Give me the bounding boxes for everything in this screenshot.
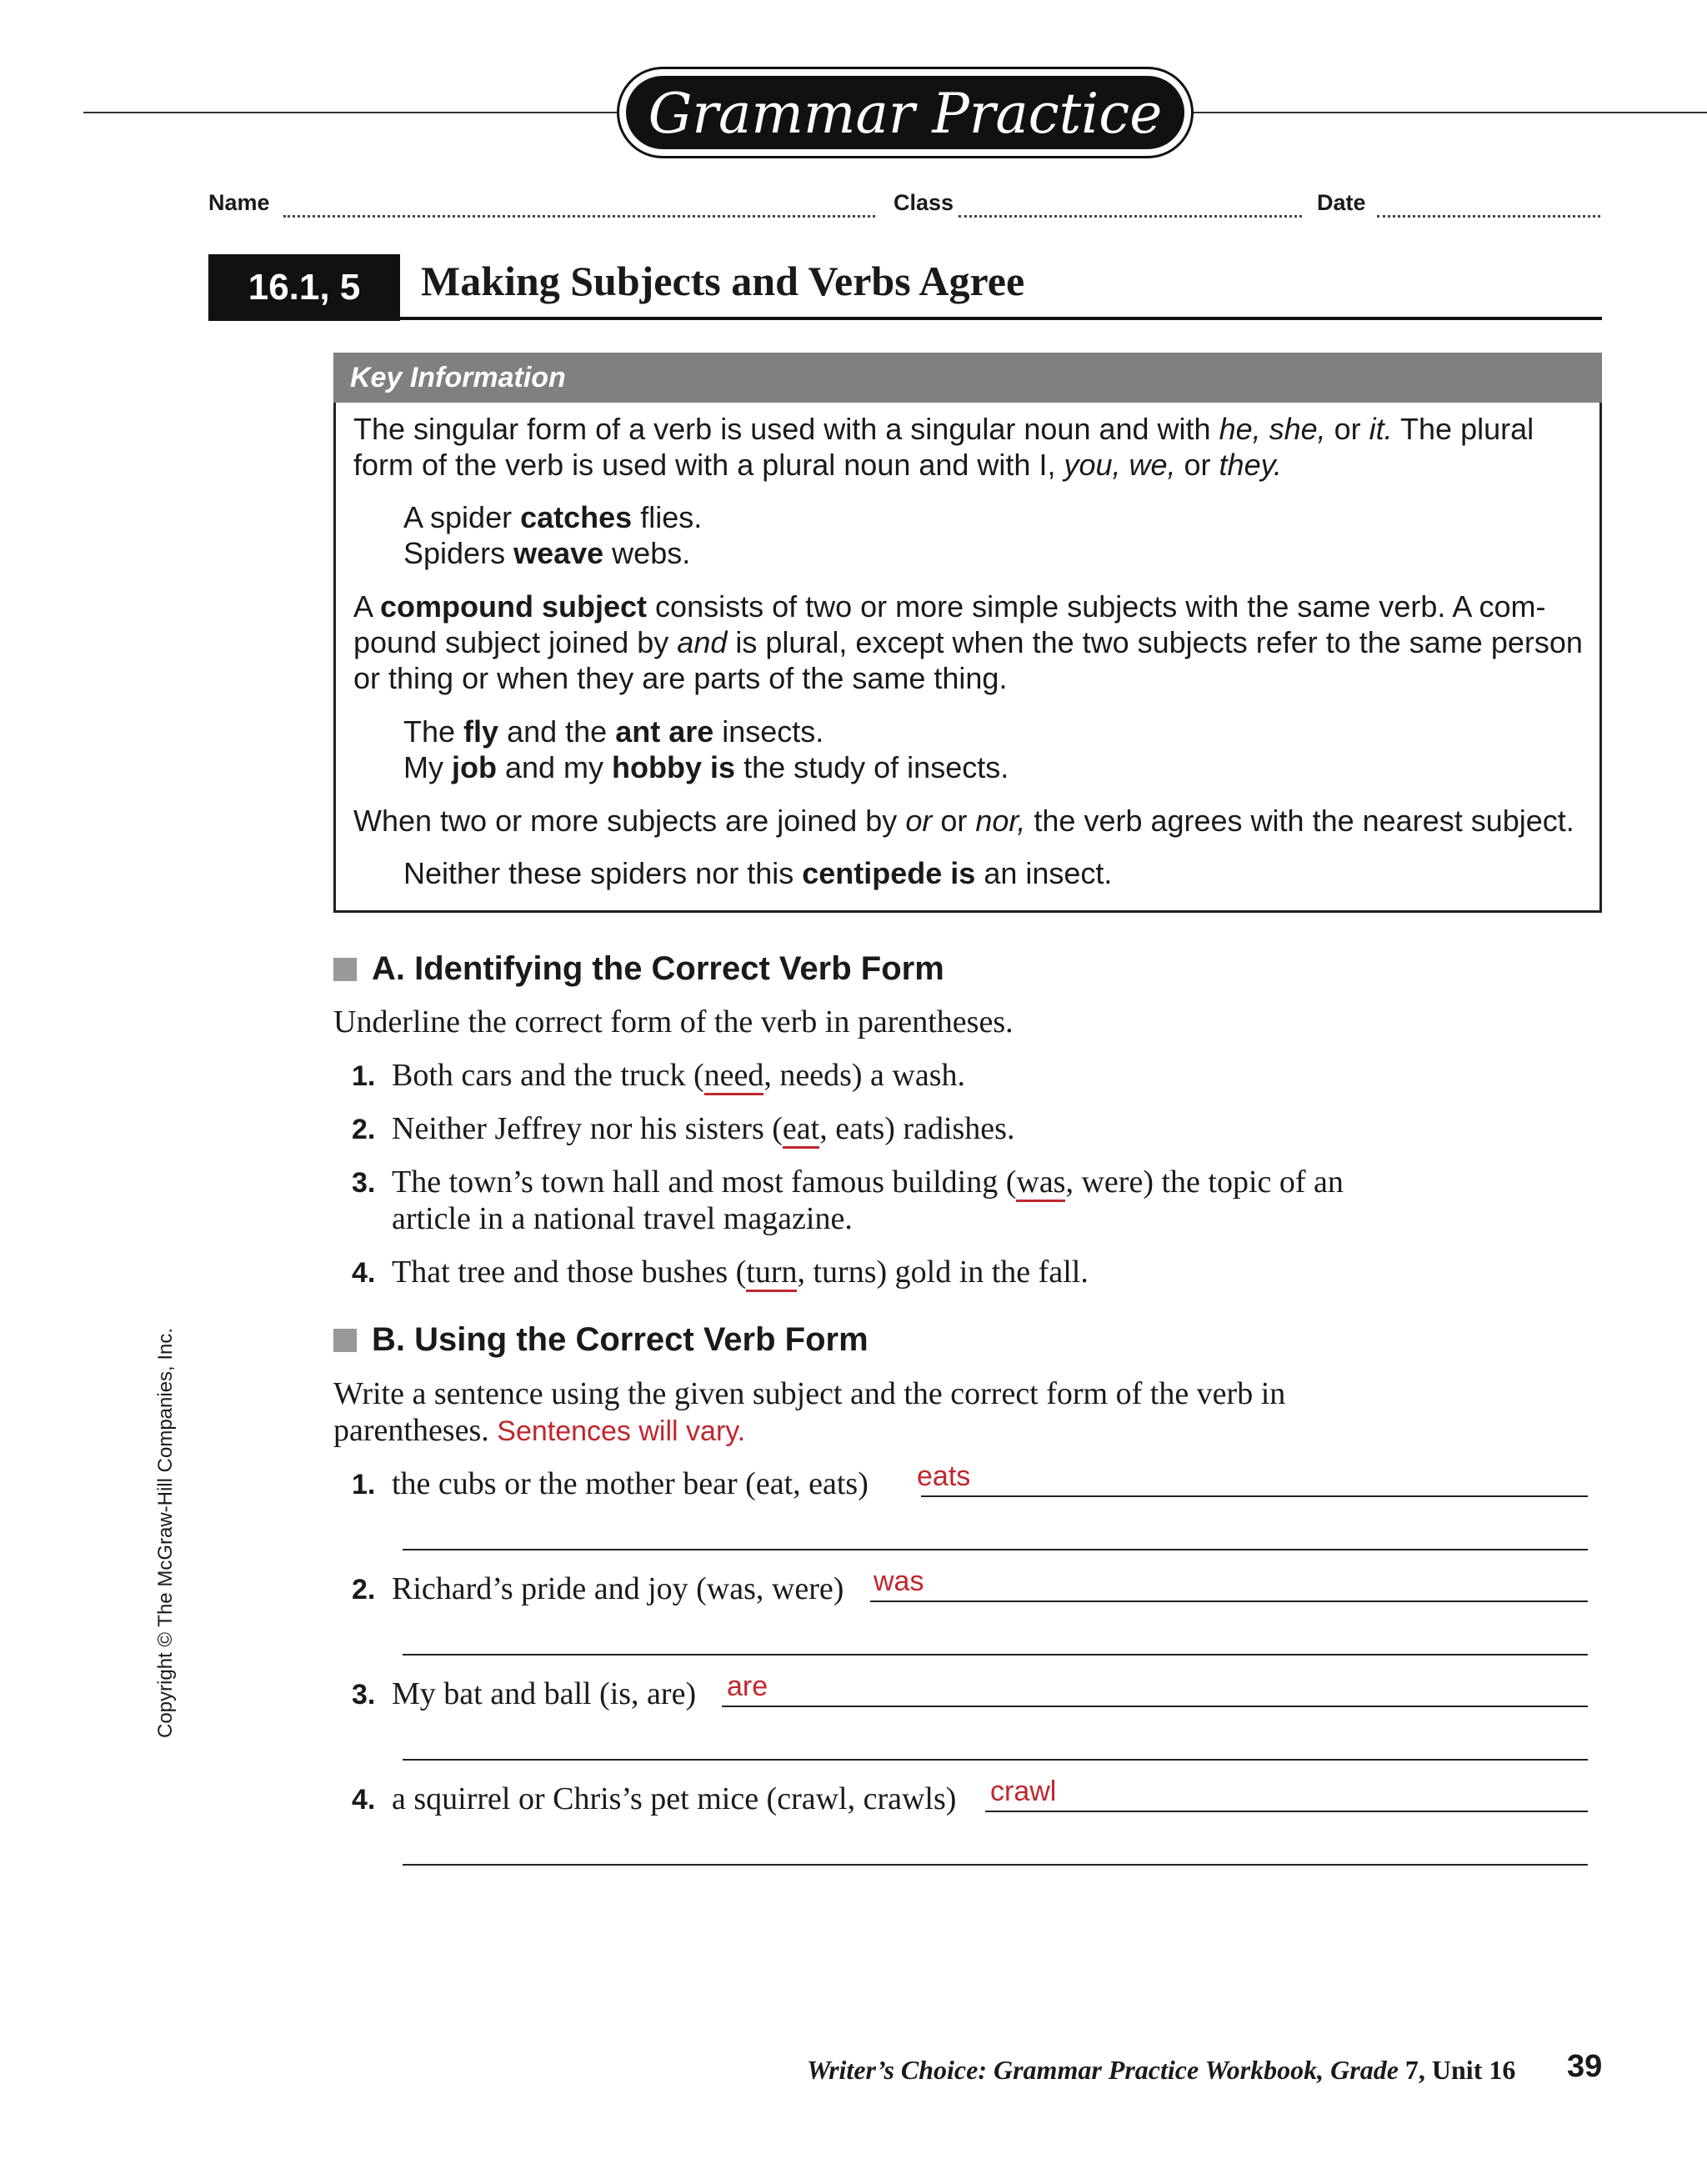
banner-rule-left [83,112,621,113]
part-a-item-3-cont: article in a national travel magazine. [392,1201,853,1236]
teacher-note: Sentences will vary. [497,1415,746,1447]
answer-underline[interactable]: eat [783,1111,819,1149]
part-b-instruction-line1: Write a sentence using the given subject and the correct form of the verb in [333,1376,1286,1411]
key-p2-line2: pound subject joined by and is plural, except when the two subjects refer to the same person [353,625,1583,659]
answer-line-3a[interactable] [722,1706,1588,1707]
key-example-2: Spiders weave webs. [403,536,691,570]
answer-line-1a[interactable] [921,1495,1588,1497]
name-field[interactable] [283,215,875,218]
key-p1-line1: The singular form of a verb is used with a singular noun and with he, she, or it. The plural [353,412,1534,446]
key-p3: When two or more subjects are joined by or or nor, the verb agrees with the nearest subject. [353,804,1574,838]
answer-line-2b[interactable] [403,1654,1588,1656]
page-number: 39 [1567,2049,1603,2084]
part-a-heading: A. Identifying the Correct Verb Form [333,950,944,988]
section-rule [400,317,1602,320]
part-b-item-2: 2. Richard’s pride and joy (was, were) [352,1571,844,1606]
date-label: Date [1317,190,1366,215]
part-b-answer-2: was [874,1565,924,1597]
part-b-instruction-line2: parentheses. Sentences will vary. [333,1413,746,1448]
answer-underline[interactable]: need [704,1058,764,1095]
name-class-date-row [208,190,1602,223]
footer-text: Writer’s Choice: Grammar Practice Workbook, Grade 7, Unit 16 [807,2055,1516,2085]
square-bullet-icon [333,958,357,981]
name-label: Name [208,190,270,215]
class-field[interactable] [959,215,1302,218]
part-a-item-3: 3. The town’s town hall and most famous building (was, were) the topic of an [352,1164,1344,1201]
date-field[interactable] [1377,215,1600,218]
banner-title: Grammar Practice [626,76,1184,149]
copyright-notice: Copyright © The McGraw-Hill Companies, Inc. [154,1327,177,1738]
answer-line-3b[interactable] [403,1759,1588,1761]
banner [617,67,1194,158]
part-a-item-4: 4. That tree and those bushes (turn, turns) gold in the fall. [352,1254,1089,1291]
key-information-heading: Key Information [333,353,1602,403]
key-p2-line1: A compound subject consists of two or more simple subjects with the same verb. A com- [353,589,1546,624]
key-example-3: The fly and the ant are insects. [403,714,824,749]
banner-rule-right [1190,112,1707,113]
part-b-item-1: 1. the cubs or the mother bear (eat, eats) [352,1466,869,1501]
part-b-answer-4: crawl [990,1776,1057,1807]
key-example-4: My job and my hobby is the study of insects. [403,750,1009,784]
part-a-item-2: 2. Neither Jeffrey nor his sisters (eat, eats) radishes. [352,1110,1014,1148]
key-example-1: A spider catches flies. [403,500,703,534]
part-a-instruction: Underline the correct form of the verb in parentheses. [333,1004,1014,1039]
class-label: Class [894,190,954,215]
square-bullet-icon [333,1329,357,1352]
key-information-box [333,403,1602,913]
part-b-item-3: 3. My bat and ball (is, are) [352,1676,697,1711]
part-b-heading: B. Using the Correct Verb Form [333,1321,869,1359]
section-title: Making Subjects and Verbs Agree [421,258,1025,304]
part-b-item-4: 4. a squirrel or Chris’s pet mice (crawl, crawls) [352,1781,957,1816]
answer-underline[interactable]: turn [746,1255,797,1292]
section-number: 16.1, 5 [208,254,400,321]
answer-line-1b[interactable] [403,1549,1588,1550]
answer-line-2a[interactable] [870,1600,1588,1602]
part-b-answer-3: are [727,1671,768,1702]
key-p2-line3: or thing or when they are parts of the same thing. [353,661,1008,695]
answer-underline[interactable]: was [1016,1165,1065,1202]
answer-line-4b[interactable] [403,1864,1588,1866]
key-example-5: Neither these spiders nor this centipede is an insect. [403,856,1113,890]
answer-line-4a[interactable] [985,1811,1588,1812]
part-b-answer-1: eats [917,1460,971,1492]
part-a-item-1: 1. Both cars and the truck (need, needs) a wash. [352,1057,965,1095]
key-p1-line2: form of the verb is used with a plural noun and with I, you, we, or they. [353,448,1282,482]
